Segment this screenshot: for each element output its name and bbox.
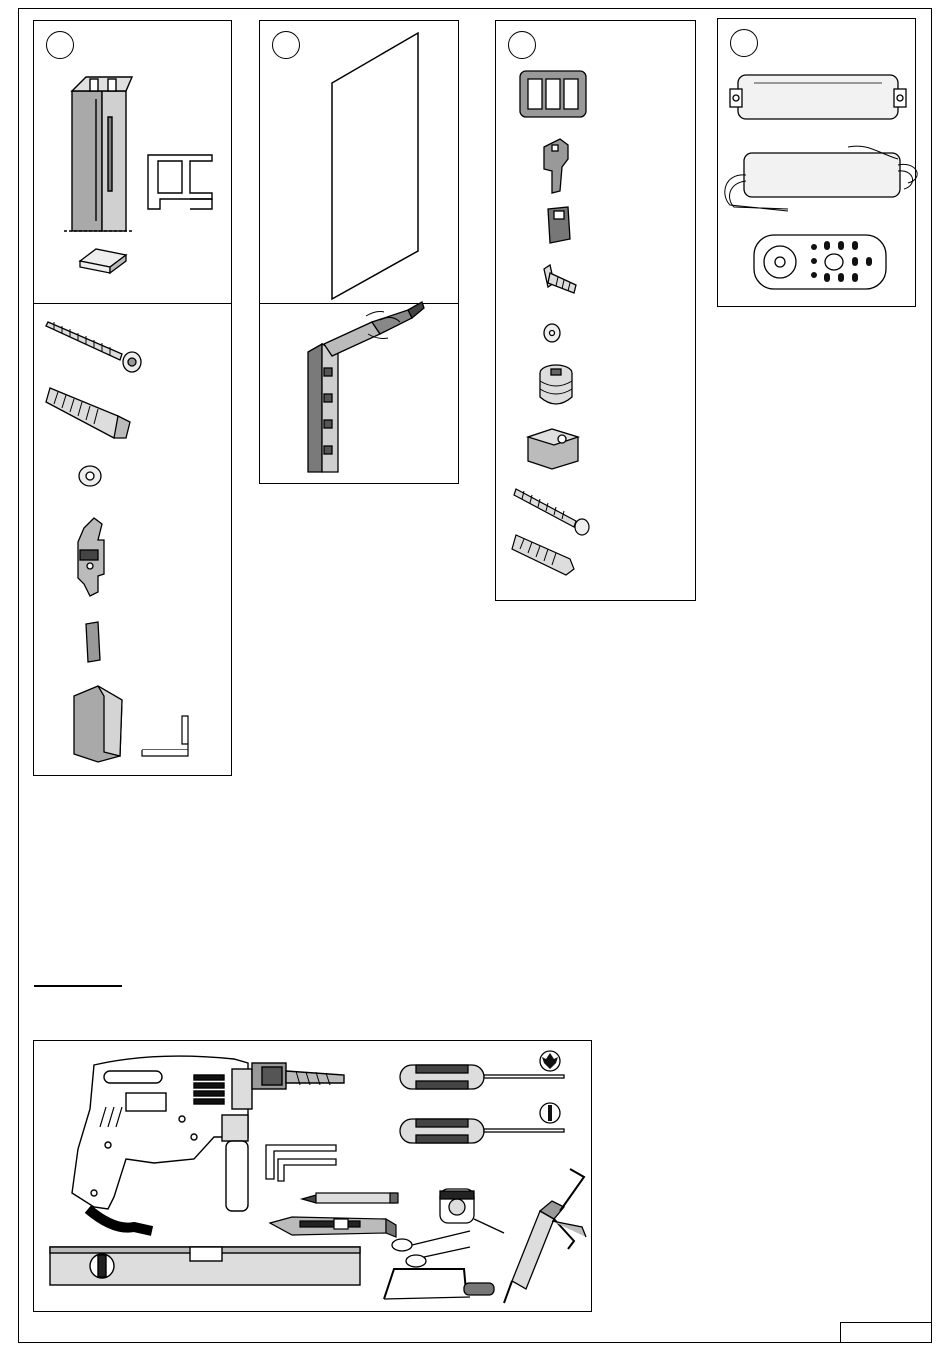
drill-icon xyxy=(72,1056,344,1231)
panel-b-glass xyxy=(259,20,459,304)
flat-screwdriver-icon xyxy=(400,1103,564,1143)
washer-icon xyxy=(79,466,101,486)
tools-heading-underline xyxy=(34,985,122,987)
long-screw-small-icon xyxy=(514,489,589,535)
grub-screw-icon xyxy=(540,365,572,404)
fittings-illustrations xyxy=(496,21,697,602)
sealant-application-illustration xyxy=(260,304,460,485)
countersunk-screw-icon xyxy=(544,265,576,293)
tools-illustrations xyxy=(34,1041,593,1313)
vertical-profile-illustration xyxy=(34,21,233,305)
caulking-gun-icon xyxy=(504,1169,586,1303)
utility-knife-icon xyxy=(270,1217,396,1237)
tape-measure-icon xyxy=(440,1189,504,1233)
end-cap xyxy=(80,249,126,273)
wall-plug-icon xyxy=(46,388,130,438)
glass-panel-illustration xyxy=(260,21,460,305)
panel-a-hardware xyxy=(33,303,232,776)
triple-frame-icon xyxy=(520,71,586,117)
corner-profile-icon xyxy=(74,686,122,762)
corner-section-icon xyxy=(142,716,188,756)
led-driver-icon xyxy=(725,146,917,211)
flat-clip-icon xyxy=(548,207,570,243)
page-number-box xyxy=(840,1322,932,1343)
wall-plug-small-icon xyxy=(512,535,574,575)
shim-icon xyxy=(86,622,100,662)
pencil-icon xyxy=(302,1193,398,1203)
scissors-icon xyxy=(392,1231,470,1267)
clamp-block-icon xyxy=(544,139,568,193)
power-supply-icon xyxy=(730,75,906,119)
panel-a-profiles xyxy=(33,20,232,304)
panel-c-fittings xyxy=(495,20,696,601)
long-screw-icon xyxy=(46,322,141,372)
panel-b-sealant xyxy=(259,303,459,484)
clip-bracket-icon xyxy=(78,518,104,596)
tools-panel xyxy=(33,1040,592,1312)
pin-washer-icon xyxy=(544,324,560,342)
spirit-level-icon xyxy=(50,1247,360,1285)
allen-keys-icon xyxy=(266,1145,336,1181)
hacksaw-icon xyxy=(384,1269,494,1299)
remote-control-icon xyxy=(754,235,886,289)
hardware-illustrations xyxy=(34,304,233,777)
connector-block-icon xyxy=(528,429,578,469)
torx-screwdriver-icon xyxy=(400,1051,564,1089)
panel-d-electronics xyxy=(717,18,916,307)
electronics-illustrations xyxy=(718,19,917,308)
profile-cross-section xyxy=(148,155,212,209)
